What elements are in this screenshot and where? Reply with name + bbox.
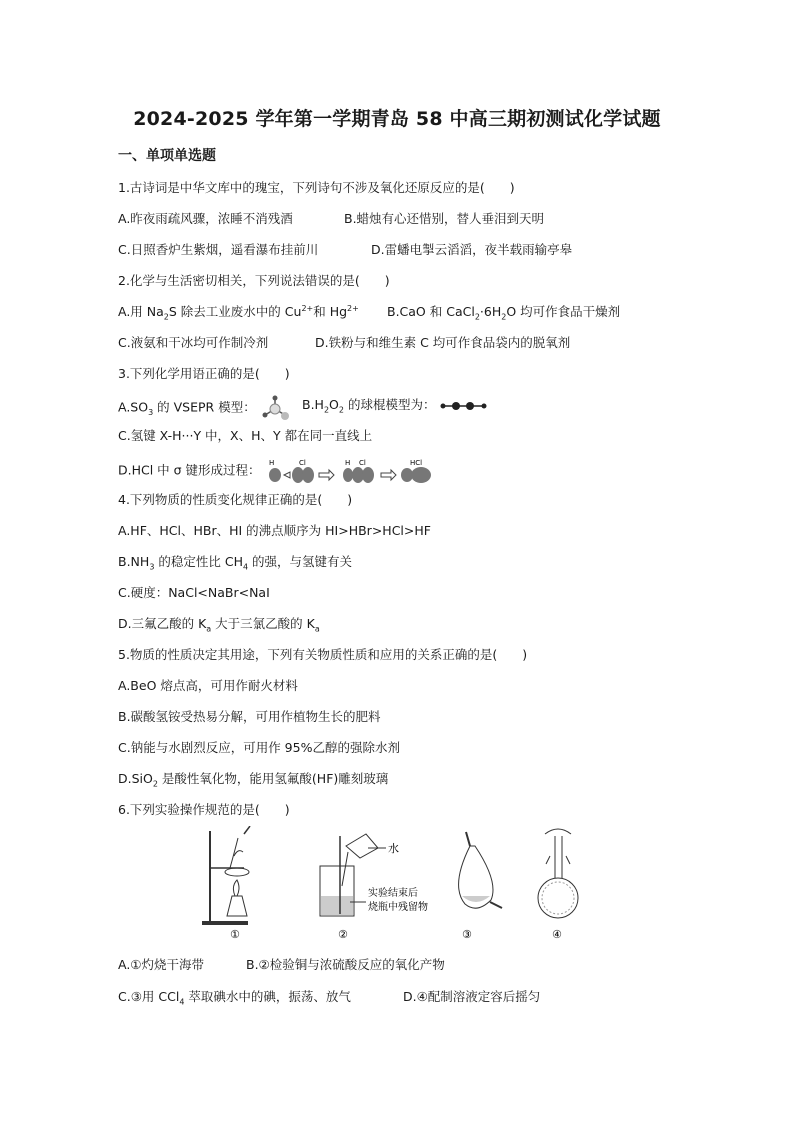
q6-option-c: C.③用 CCl$_4$ 萃取碘水中的碘，振荡、放气 [118,989,351,1007]
q6-option-b: B.②检验铜与浓硫酸反应的氧化产物 [246,957,445,972]
q3-option-a: $A.SO_3$ 的 VSEPR 模型： [118,395,290,421]
svg-text:烧瓶中残留物: 烧瓶中残留物 [368,902,428,913]
ball-stick-model-icon [439,400,489,412]
q2-option-b: B.CaO 和 $CaCl_2\cdot 6H_2O$ 均可作食品干燥剂 [387,304,621,322]
apparatus-4-icon [538,829,578,941]
section-heading: 一、单项单选题 [118,148,216,164]
svg-text:①: ① [230,928,240,941]
q1-option-d: D.雷蟠电掣云滔滔，夜半载雨输亭皋 [371,242,573,257]
q4-stem: 4.下列物质的性质变化规律正确的是( ) [118,492,353,507]
q5-option-c: C.钠能与水剧烈反应，可用作 95%乙醇的强除水剂 [118,740,400,755]
q5-option-b: B.碳酸氢铵受热易分解，可用作植物生长的肥料 [118,709,381,724]
q6-option-d: D.④配制溶液定容后摇匀 [403,989,541,1004]
q2-stem: 2.化学与生活密切相关，下列说法错误的是( ) [118,273,390,288]
q4-option-b: $B.NH_3$ 的稳定性比 $CH_4$ 的强，与氢键有关 [118,554,353,572]
q4-option-a: A.HF、HCl、HBr、HI 的沸点顺序为 HI>HBr>HCl>HF [118,523,431,538]
svg-text:③: ③ [462,928,472,941]
q1-option-b: B.蜡烛有心还惜别，替人垂泪到天明 [344,211,545,226]
q3-option-d: D.HCl 中 σ 键形成过程： H Cl H Cl HCl [118,457,455,485]
q2-option-d: D.铁粉与和维生素 C 均可作食品袋内的脱氧剂 [315,335,571,350]
q5-option-a: A.BeO 熔点高，可用作耐火材料 [118,678,298,693]
q1-option-c: C.日照香炉生紫烟，遥看瀑布挂前川 [118,242,319,257]
q4-option-d: D.三氟乙酸的 $K_a$ 大于三氯乙酸的 $K_a$ [118,616,320,634]
q6-option-a: A.①灼烧干海带 [118,957,205,972]
svg-text:实验结束后: 实验结束后 [368,888,418,899]
svg-text:H: H [268,459,274,467]
apparatus-2-icon [320,834,428,941]
svg-text:④: ④ [552,928,562,941]
q2-option-c: C.液氨和干冰均可作制冷剂 [118,335,269,350]
sigma-bond-formation-icon [265,457,455,485]
q3-option-c: C.氢键 X-H···Y 中，X、H、Y 都在同一直线上 [118,428,373,443]
apparatus-1-icon [202,826,250,941]
page-title: 2024-2025 学年第一学期青岛 58 中高三期初测试化学试题 [133,108,661,130]
q5-stem: 5.物质的性质决定其用途，下列有关物质性质和应用的关系正确的是( ) [118,647,528,662]
q2-option-a: A.用 $Na_2S$ 除去工业废水中的 $Cu^{2+}$和 $Hg^{2+}$ [118,303,359,322]
vsepr-model-icon [260,395,290,421]
svg-text:Cl: Cl [298,459,306,467]
svg-text:HCl: HCl [409,459,422,467]
svg-text:水: 水 [388,842,399,855]
q6-stem: 6.下列实验操作规范的是( ) [118,802,290,817]
q3-option-b: $B.H_2O_2$ 的球棍模型为： [302,395,489,415]
q3-stem: 3.下列化学用语正确的是( ) [118,366,290,381]
svg-text:Cl: Cl [358,459,366,467]
q4-option-c: C.硬度：NaCl<NaBr<NaI [118,585,270,600]
svg-text:②: ② [338,928,348,941]
q1-stem: 1.古诗词是中华文库中的瑰宝，下列诗句不涉及氧化还原反应的是( ) [118,180,515,195]
q6-apparatus-figure [200,826,590,946]
q1-option-a: A.昨夜雨疏风骤，浓睡不消残酒 [118,211,293,226]
apparatus-3-icon [459,832,502,941]
q5-option-d: D.SiO$_2$ 是酸性氧化物，能用氢氟酸(HF)雕刻玻璃 [118,771,389,789]
svg-text:H: H [344,459,350,467]
